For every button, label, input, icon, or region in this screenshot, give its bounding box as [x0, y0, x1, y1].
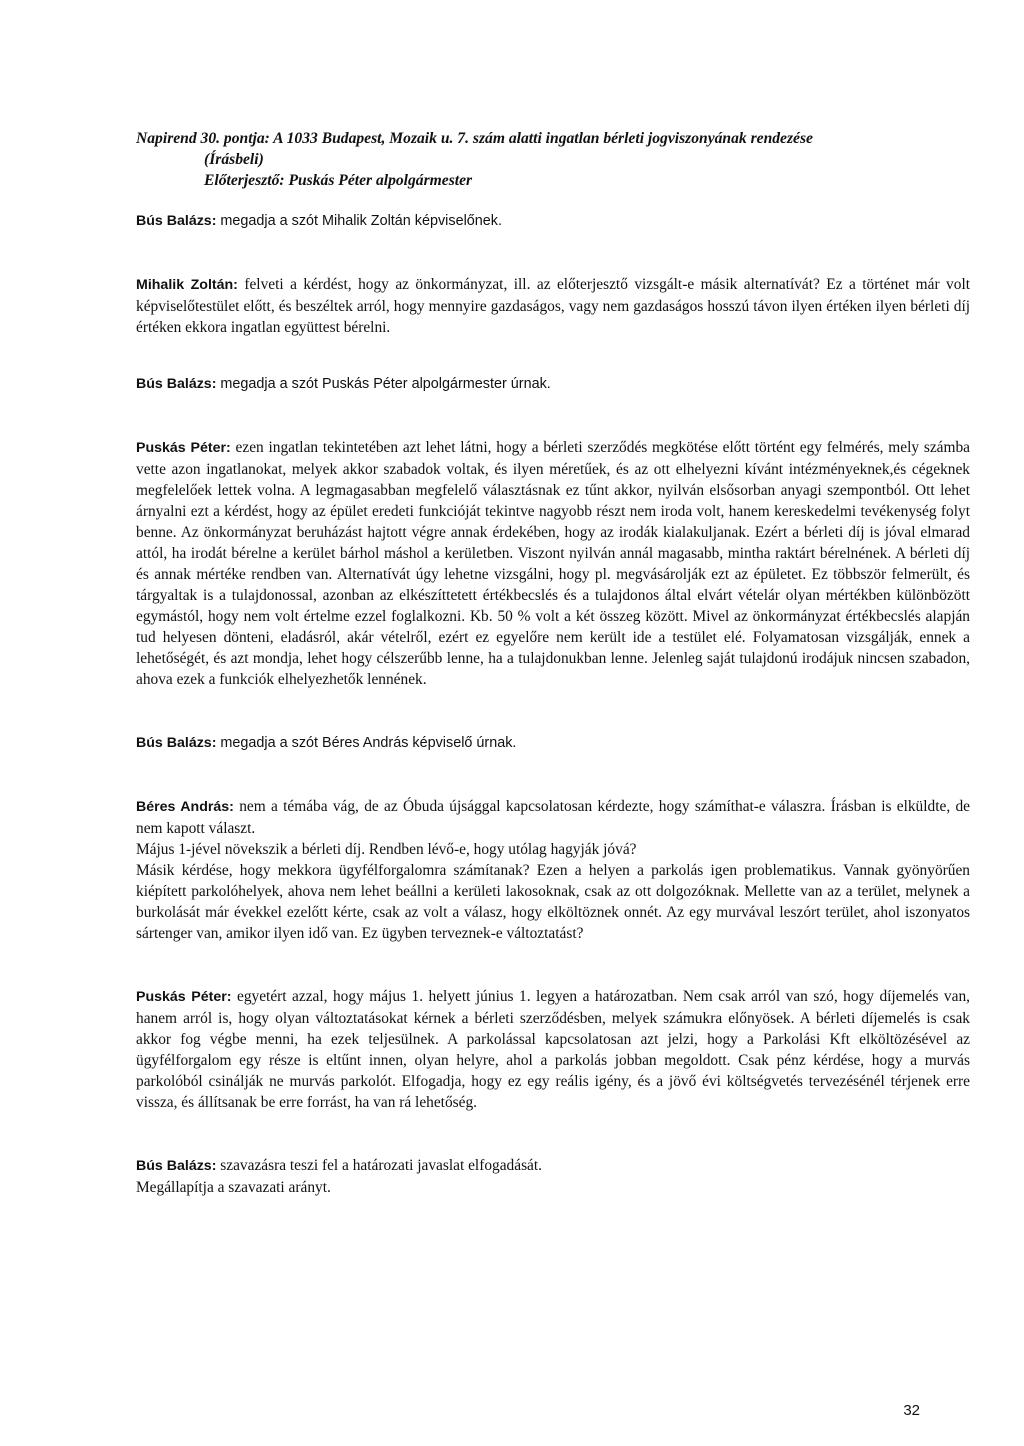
paragraph-text: felveti a kérdést, hogy az önkormányzat, ill. az előterjesztő vizsgált-e másik alternatívát? Ez a történet már volt képviselőtestület előtt, és beszéltek arról, hogy mennyire gazdaságos, vagy nem gazdaságos hosszú távon ilyen értéken ilyen bérleti díj értéken ekkora ingatlan együttest bérelni.: [136, 276, 970, 336]
speaker-name: Puskás Péter:: [136, 989, 232, 1005]
paragraph-line: Május 1-jével növekszik a bérleti díj. Rendben lévő-e, hogy utólag hagyják jóvá?: [136, 841, 637, 858]
paragraph-text: ezen ingatlan tekintetében azt lehet látni, hogy a bérleti szerződés megkötése előtt történt egy felmérés, mely számba vette azon ingatlanokat, melyek akkor szabadok voltak, és ilyen méretűek, és az ott elhelyezni kívánt intézményeknek,és cégeknek megfelelőek lettek volna. A legmagasabban megfelelő választásnak ez tűnt akkor, nyilván elsősorban anyagi szempontból. Ott lehet árnyalni ezt a kérdést, hogy az épület eredeti funkcióját tekintve nagyobb részt nem iroda volt, hanem kereskedelmi tevékenység folyt benne. Az önkormányzat beruházást hajtott végre annak érdekében, hogy az irodák kialakuljanak. Ezért a bérleti díj is jóval elmarad attól, ha irodát bérelne a kerület bárhol máshol a kerületben. Viszont nyilván annál magasabb, mintha raktárt bérelnének. A bérleti díj és annak mértéke rendben van. Alternatívát úgy lehetne vizsgálni, hogy pl. megvásárolják ezt az épületet. Ez többször felmerült, és tárgyaltak is a tulajdonossal, azonban az elkészíttetett értékbecslés és a tulajdonos által elvárt vételár olyan mértékben különbözött egymástól, hogy nem volt értelme ezzel foglalkozni. Kb. 50 % volt a két összeg között. Mivel az önkormányzat értékbecslés alapján tud helyesen dönteni, eladásról, akár vételről, ezért ez egyelőre nem került ide a testület elé. Folyamatosan vizsgálják, ennek a lehetőségét, és azt mondja, lehet hogy célszerűbb lenne, ha a tulajdonukban lenne. Jelenleg saját tulajdonú irodájuk nincsen szabadon, ahova ezek a funkciók elhelyezhetők lennének.: [136, 439, 970, 688]
paragraph-text: nem a témába vág, de az Óbuda újsággal kapcsolatosan kérdezte, hogy számíthat-e válaszra. Írásban is elküldte, de nem kapott választ.: [136, 798, 970, 837]
agenda-presenter: Előterjesztő: Puskás Péter alpolgármester: [204, 172, 473, 189]
speaker-name: Bús Balázs:: [136, 1158, 217, 1174]
minutes-paragraph: [136, 732, 970, 754]
minutes-paragraph: [136, 796, 970, 944]
paragraph-line: Másik kérdése, hogy mekkora ügyfélforgalomra számítanak? Ezen a helyen a parkolás igen problematikus. Vannak gyönyörűen kiépített parkolóhelyek, ahova nem lehet beállni a kerületi lakosoknak, csak az ott dolgozóknak. Mellette van az a terület, melynek a burkolását már évekkel ezelőtt kérte, csak az volt a válasz, hogy elköltöznek onnét. Az egy murvával leszórt terület, ahol iszonyatos sártenger van, amikor ilyen idő van. Ez ügyben terveznek-e változtatást?: [136, 862, 970, 942]
agenda-type: (Írásbeli): [204, 151, 264, 168]
minutes-paragraph: [136, 373, 970, 395]
page-number: 32: [903, 1402, 920, 1419]
speaker-name: Bús Balázs:: [136, 735, 217, 751]
document-page: [136, 128, 970, 1198]
minutes-paragraph: [136, 1155, 970, 1198]
agenda-title: Napirend 30. pontja: A 1033 Budapest, Mozaik u. 7. szám alatti ingatlan bérleti jogviszonyának rendezése: [136, 130, 813, 147]
speaker-name: Puskás Péter:: [136, 440, 231, 456]
minutes-paragraph: [136, 986, 970, 1113]
agenda-heading: [136, 128, 970, 191]
speaker-name: Bús Balázs:: [136, 376, 217, 392]
speaker-name: Mihalik Zoltán:: [136, 277, 238, 293]
speaker-name: Bús Balázs:: [136, 213, 217, 229]
minutes-paragraph: [136, 274, 970, 338]
paragraph-text: megadja a szót Puskás Péter alpolgármester úrnak.: [216, 376, 551, 392]
minutes-paragraph: [136, 210, 970, 232]
paragraph-text: egyetért azzal, hogy május 1. helyett június 1. legyen a határozatban. Nem csak arról van szó, hogy díjemelés van, hanem arról is, hogy olyan változtatásokat kérnek a bérleti szerződésben, melyek számukra előnyösek. A bérleti díjemelés is csak akkor fog végbe menni, ha ezek teljesülnek. A parkolással kapcsolatosan azt jelzi, hogy a Parkolási Kft elköltözésével az ügyfélforgalom egy része is eltűnt innen, olyan helyre, ahol a parkolás jobban megoldott. Csak pénz kérdése, hogy a murvás parkolóból csinálják ne murvás parkolót. Elfogadja, hogy ez egy reális igény, és a jövő évi költségvetés tervezésénél térjenek erre vissza, és állítsanak be erre forrást, ha van rá lehetőség.: [136, 988, 970, 1111]
minutes-paragraph: [136, 437, 970, 690]
paragraph-text: szavazásra teszi fel a határozati javaslat elfogadását.: [216, 1157, 543, 1174]
paragraph-text: megadja a szót Mihalik Zoltán képviselőnek.: [216, 213, 502, 229]
speaker-name: Béres András:: [136, 799, 234, 815]
paragraph-text: megadja a szót Béres András képviselő úrnak.: [216, 735, 517, 751]
paragraph-line: Megállapítja a szavazati arányt.: [136, 1179, 331, 1196]
